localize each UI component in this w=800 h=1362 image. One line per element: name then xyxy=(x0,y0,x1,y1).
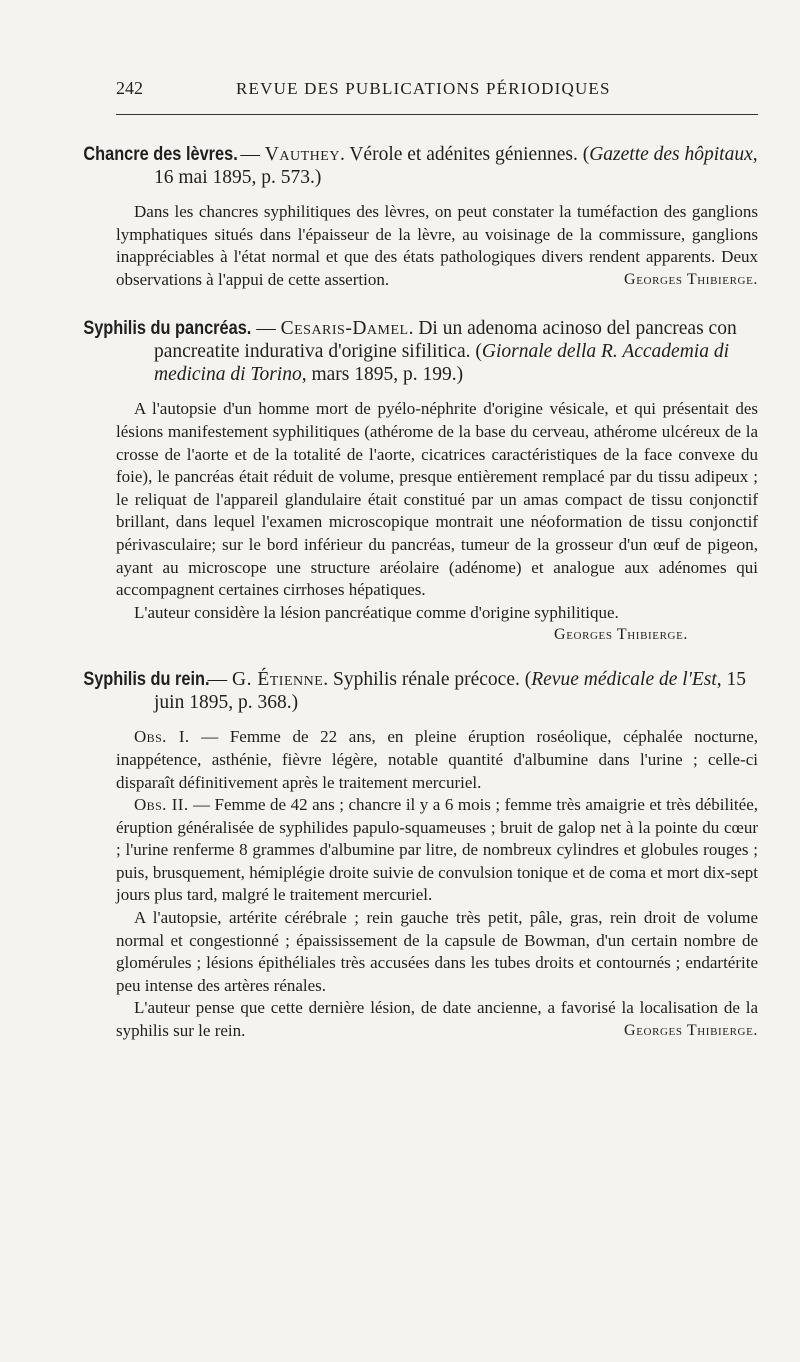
observation-1: Obs. I. — Femme de 22 ans, en pleine éruption roséolique, céphalée nocturne, inappétence, asthénie, fièvre légère, notable quantité d'albumine dans l'urine ; celle-ci disparaît définitivement après le traitement mercuriel. xyxy=(116,727,758,792)
article-subject: Syphilis du pancréas. xyxy=(83,318,252,340)
article-author: Vauthey xyxy=(264,144,340,165)
article-journal: Gazette des hôpitaux xyxy=(589,144,753,165)
article-reference: , 16 mai 1895, p. 573.) xyxy=(154,144,758,188)
article-title: . Syphilis rénale précoce. xyxy=(323,669,520,691)
article-subject: Syphilis du rein. xyxy=(83,669,210,691)
article-signature: Georges Thibierge. xyxy=(554,626,688,644)
article-citation: Syphilis du rein. — G. Étienne. Syphilis rénale précoce. (Revue médicale de l'Est, 15 juin 1895, p. 368.) xyxy=(83,669,747,714)
page-header xyxy=(116,78,758,108)
article-author: G. Étienne xyxy=(232,669,324,691)
article-paragraph: A l'autopsie d'un homme mort de pyélo-néphrite d'origine vésicale, et qui présentait des lésions manifestement syphilitiques (athérome de la base du cerveau, athérome ulcéreux de la crosse de l'aorte et de la totalité de l'aorte, cicatrices caractéristiques de la face convexe du foie), le pancréas était réduit de volume, presque entièrement remplacé par du tissu adipeux ; le reliquat de l'appareil glandulaire était constitué par un amas compact de tissu conjonctif brillant, dans lequel l'examen microscopique montrait une néoformation de tissu conjonctif périvasculaire; sur le bord inférieur du pancréas, tumeur de la grosseur d'un œuf de pigeon, ayant au microscope une structure aréolaire (adénome) et analogue aux adénomes qui accompagnent certaines cirrhoses hépatiques. xyxy=(116,399,758,600)
observation-2: Obs. II. — Femme de 42 ans ; chancre il y a 6 mois ; femme très amaigrie et très débilitée, éruption généralisée de syphilides papulo-squameuses ; bruit de galop net à la pointe du cœur ; l'urine renferme 8 grammes d'albumine par litre, de nombreux cylindres et globules rouges ; puis, brusquement, hémiplégie droite suivie de convulsion tonique et de coma et mort dix-sept jours plus tard, malgré le traitement mercuriel. xyxy=(116,795,758,905)
running-title: REVUE DES PUBLICATIONS PÉRIODIQUES xyxy=(236,79,611,98)
article-citation: Chancre des lèvres. — Vauthey. Vérole et adénites géniennes. (Gazette des hôpitaux, 16 mai 1895, p. 573.) xyxy=(83,144,758,188)
conclusion-paragraph: L'auteur pense que cette dernière lésion, de date ancienne, a favorisé la localisation de la syphilis sur le rein. Georges Thibierge. xyxy=(116,997,758,1042)
header-rule xyxy=(116,114,758,115)
article-paragraph: L'auteur considère la lésion pancréatique comme d'origine syphilitique. xyxy=(134,602,619,622)
article-reference: , 15 juin 1895, p. 368.) xyxy=(154,669,747,714)
page-number: 242 xyxy=(116,78,143,98)
article-title: . Di un adenoma acinoso del pancreas con pancreatite indurativa d'origine sifilitica. xyxy=(154,318,737,363)
article-signature: Georges Thibierge. xyxy=(624,270,758,288)
article-chancre-levres xyxy=(83,143,758,291)
autopsy-paragraph: A l'autopsie, artérite cérébrale ; rein gauche très petit, pâle, gras, rein droit de volume normal et congestionné ; épaississement de la capsule de Bowman, d'un certain nombre de glomérules ; lésions épithéliales très accusées dans les tubes droits et contournés ; endartérite peu intense des artères rénales. xyxy=(116,908,758,995)
article-journal: Giornale della R. Accademia di medicina di Torino xyxy=(154,341,729,386)
article-subject: Chancre des lèvres. xyxy=(83,144,238,165)
article-author: Cesaris-Damel xyxy=(280,318,409,340)
observation-label: Obs. I. xyxy=(134,727,190,747)
article-syphilis-rein xyxy=(83,668,758,1042)
article-citation: Syphilis du pancréas. — Cesaris-Damel. Di un adenoma acinoso del pancreas con pancreatite indurativa d'origine sifilitica. (Giornale della R. Accademia di medicina di Torino, mars 1895, p. 199.) xyxy=(83,318,737,386)
article-title: . Vérole et adénites géniennes. xyxy=(339,144,578,165)
article-signature: Georges Thibierge. xyxy=(624,1022,758,1040)
article-journal: Revue médicale de l'Est xyxy=(531,669,717,691)
observation-label: Obs. II. xyxy=(134,795,189,815)
article-reference: , mars 1895, p. 199.) xyxy=(301,364,464,386)
article-syphilis-pancreas xyxy=(83,317,758,646)
article-paragraph: Dans les chancres syphilitiques des lèvres, on peut constater la tuméfaction des ganglions lymphatiques situés dans l'épaisseur de la lèvre, au voisinage de la commissure, ganglions inappréciables à l'état normal et que des états pathologiques divers rendent apparents. Deux observations à l'appui de cette assertion. Georges Thibierge. xyxy=(116,201,758,291)
